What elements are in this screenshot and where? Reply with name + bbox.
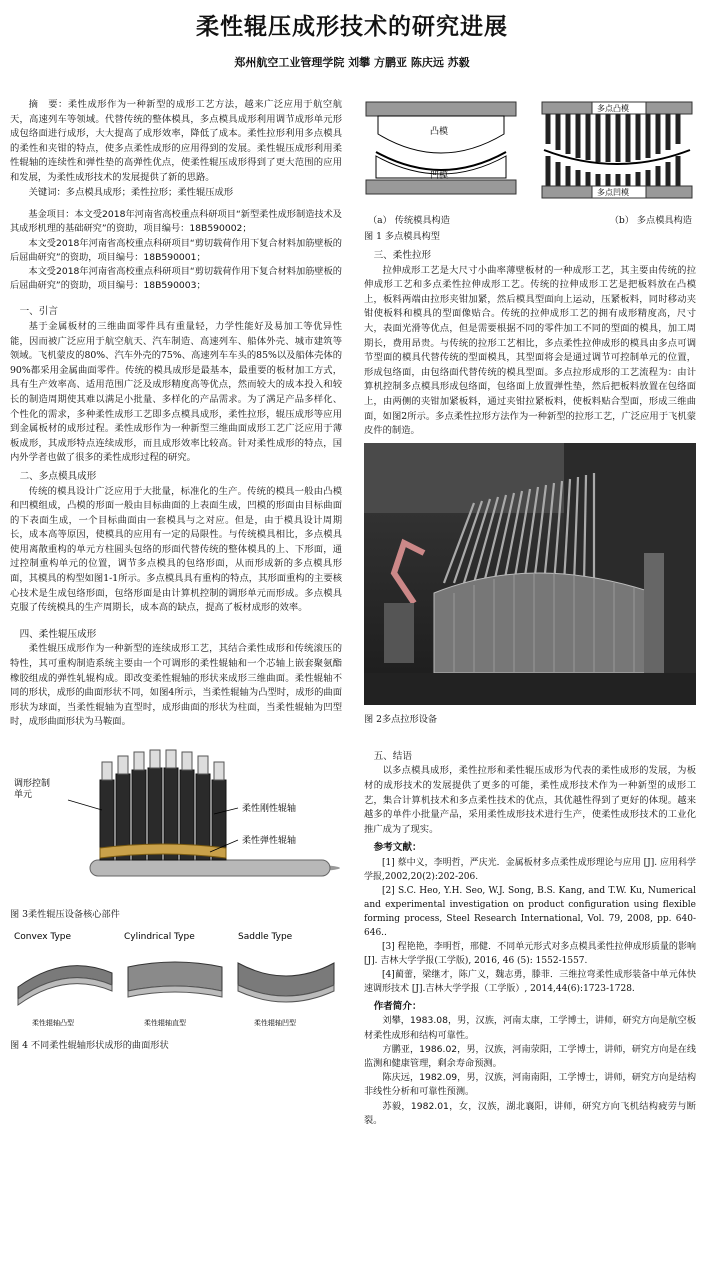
figure-3-caption: 图 3柔性辊压设备核心部件: [10, 909, 120, 920]
author-line: 郑州航空工业管理学院 刘攀 方鹏亚 陈庆远 苏毅: [234, 56, 470, 69]
author-intro-list: [364, 1014, 696, 1128]
figure-4-image: [10, 927, 342, 1031]
figure-1-caption: 图 1 多点模具构型: [364, 231, 440, 242]
figure-3: [10, 740, 342, 921]
funding-1: 基金项目：本文受2018年河南省高校重点科研项目“新型柔性成形制造技术及其成形机理的基础研究”的资助，项目编号：18B590002；: [10, 209, 342, 235]
fig3-label-rigid: 柔性刚性辊轴: [242, 804, 297, 814]
right-column: [364, 98, 696, 1268]
fig4-sub-cylindrical: 柔性辊轴直型: [144, 1019, 186, 1027]
abstract: 摘 要：柔性成形作为一种新型的成形工艺方法，越来广泛应用于航空航天，高速列车等领域。代替传统的整体模具，多点模具成形利用调节成形单元形成包络面进行成形，大大提高了成形效率，降低了成本。柔性拉形利用多点模具的柔性和夹钳的特点，使多点柔性成形的应用得到的发展。柔性辊压成形利用柔性辊轴的连续性和弹性垫的高弹性优点，使柔性辊压成形得到了更大范围的应用和发展，为柔性成形技术的发展提供了新的思路。: [10, 99, 342, 183]
paper-title: 柔性辊压成形技术的研究进展: [196, 14, 508, 40]
figure-3-image: [10, 740, 342, 900]
reference-1: [1] 蔡中义，李明哲，严庆光．金属板材多点柔性成形理论与应用 [J]. 应用科学学报,2002,20(2):202-206.: [364, 857, 696, 882]
sec3-paragraph: 拉伸成形工艺是大尺寸小曲率薄壁板材的一种成形工艺，其主要由传统的拉伸成形工艺和多点柔性拉伸成形工艺。传统的拉伸成形工艺是把板料放在凸模上，板料两端由拉形夹钳加紧，然后模具型面向上运动，压紧板料，同时移动夹钳使板料和模具的型面像贴合。传统的拉伸成形工艺的拥有成形精度高，尺寸大，表面光滑等优点，但是需要根据不同的零件加工不同的型面的模具，加工周期长，费用昂贵。与传统的拉形工艺相比，多点柔性拉伸成形的模具由多点可调节型面的模具代替传统的型面模具，其型面将会是通过调节可控制单元的位置，形成包络面，由包络面代替传统的模具型面。多点拉形成形的工艺流程为：由计算机控制多点模具形成包络面，包络面上放置弹性垫，然后把板料放置在包络面上，由两侧的夹钳加紧板料，通过夹钳拉紧板料，使板料贴合型面，形成三维曲面，如图2所示。多点柔性拉形方法作为一种新型的拉形工艺，广泛应用于飞机蒙皮件的制造。: [364, 264, 696, 437]
reference-3: [3] 程艳艳，李明哲，邢健．不同单元形式对多点模具柔性拉伸成形质量的影响[J]. 吉林大学学报(工学版), 2016, 46 (5): 1552-1557.: [364, 941, 696, 966]
keywords: 关键词：多点模具成形；柔性拉形；柔性辊压成形: [28, 186, 234, 198]
funding-3: 本文受2018年河南省高校重点科研项目“剪切载荷作用下复合材料加筋壁板的后屈曲研究”的资助，项目编号：18B590003；: [10, 265, 342, 292]
reference-2: [2] S.C. Heo, Y.H. Seo, W.J. Song, B.S. Kang, and T.W. Ku, Numerical and experimental investigation on product configuration using flexible forming process, Steel Research International, Vol. 79, 2008, pp. 640-646..: [364, 885, 696, 938]
section-heading-3: 三、柔性拉形: [373, 250, 432, 261]
sec2-paragraph: 传统的模具设计广泛应用于大批量，标准化的生产。传统的模具一般由凸模和凹模组成，凸模的形面一般由目标曲面的上表面生成，凹模的形面由目标曲面的下表面生成，一个目标曲面由一套模具与之对应。但是，由于模具设计周期长，成本高等原因，使模具的应用有一定的局限性。与传统模具相比，多点模具使用离散重构的单元方柱圆头包络的形面代替传统的整体模具的上、下形面，通过控制重构单元的位置，调节多点模具的包络形面，从而形成新的多点模具形面，其模具的构型如图1-1所示。多点模具具有重构的特点，其形面重构的主要核心技术是生成包络形面，包络形面是由计算机控制的调形单元而形成。多点模具克服了传统模具的生产周期长，成本高的缺点，提高了板材成形的效率。: [10, 485, 342, 614]
fig1-punch-label: 凸模: [430, 127, 449, 137]
fig4-sub-convex: 柔性辊轴凸型: [32, 1019, 74, 1027]
figure-2-image: [364, 443, 696, 705]
reference-4: [4]蔺蕾，梁继才，陈广义，魏志勇，滕菲．三维拉弯柔性成形装备中单元体快速调形技术 [J].吉林大学学报（工学版）, 2014,44(6):1723-1728.: [364, 969, 696, 994]
fig1-die-label: 凹模: [430, 171, 449, 181]
fig3-label-elastic: 柔性弹性辊轴: [242, 836, 297, 846]
fig1-subcaption-a: （a） 传统模具构造: [368, 215, 450, 226]
left-column: [10, 98, 342, 1268]
fig4-sub-saddle: 柔性辊轴凹型: [254, 1019, 296, 1027]
author-intro-2: 方鹏亚，1986.02，男，汉族，河南荥阳，工学博士，讲师，研究方向是在线监测和健康管理，剩余寿命预测。: [364, 1043, 696, 1070]
section-heading-2: 二、多点模具成形: [19, 470, 97, 482]
fig4-type-saddle: Saddle Type: [238, 932, 293, 942]
fig1-subcaption-b: （b） 多点模具构造: [609, 215, 692, 226]
sec1-paragraph: 基于金属板材的三维曲面零件具有重量轻，力学性能好及易加工等优异性能，因而被广泛应用于航空航天、汽车制造、高速列车、船体外壳、城市建筑等领域。飞机蒙皮的80%、汽车外壳的75%、高速列车车头的85%以及船体壳体的90%都采用金属曲面零件。传统的模具成形是最基本，最重要的板材加工方式，具有生产效率高、适用范围广泛及成形精度高等优点，然而较大的成本投入和较长的制造周期使其难以满足小批量、多样化的产品需求。为了满足产品多样化、个性化的需求，多种柔性成形工艺即多点模具成形，柔性拉形，辊压成形等应用到金属板材的成形过程。柔性成形作为一种新型三维曲面成形工艺广泛应用于薄板成形，其成形特点连续成形，而且成形效率比较高。针对柔性成形的特点，国内外学者也做了很多的柔性成形过程的研究。: [10, 320, 342, 464]
section-heading-4: 四、柔性辊压成形: [19, 628, 97, 640]
figure-4-caption: 图 4 不同柔性辊轴形状成形的曲面形状: [10, 1040, 169, 1051]
figure-4: [10, 927, 342, 1052]
author-intro-3: 陈庆远，1982.09，男，汉族，河南南阳，工学博士，讲师，研究方向是结构非线性分析和可靠性预测。: [364, 1072, 696, 1098]
figure-2-caption: 图 2多点拉形设备: [364, 713, 438, 725]
funding-2: 本文受2018年河南省高校重点科研项目“剪切载荷作用下复合材料加筋壁板的后屈曲研究”的资助，项目编号：18B590001；: [10, 237, 342, 263]
figure-1: [364, 98, 696, 243]
fig1-mp-upper-label: 多点凸模: [597, 104, 629, 113]
author-intro-1: 刘攀，1983.08，男，汉族，河南太康，工学博士，讲师，研究方向是航空板材柔性成形和结构可靠性。: [364, 1015, 696, 1041]
section-heading-1: 一、引言: [19, 306, 58, 318]
funding-notes: [10, 208, 342, 293]
section-heading-5: 五、结语: [373, 750, 412, 762]
fig4-type-cylindrical: Cylindrical Type: [124, 932, 195, 942]
sec4-paragraph: 柔性辊压成形作为一种新型的连续成形工艺，其结合柔性成形和传统滚压的特性，其可重构制造系统主要由一个可调形的柔性辊轴和一个芯轴上嵌套聚氨酯橡胶组成的弹性轧辊构成。即改变柔性辊轴的形状来成形三维曲面。柔性辊轴不同的形状，成形的曲面形状不同，如图4所示，当柔性辊轴为凸型时，成形的曲面形状为球面，当柔性辊轴为直型时，成形曲面的形状为柱面，当柔性辊轴为凹型时，成形曲面形状为马鞍面。: [10, 643, 342, 728]
figure-1-image: [364, 98, 696, 208]
fig3-label-unit: 调形控制单元: [14, 779, 51, 800]
author-intro-heading: 作者简介：: [373, 1000, 422, 1012]
figure-1-subcaptions: [364, 212, 696, 226]
author-intro-4: 苏毅，1982.01，女，汉族，湖北襄阳，讲师，研究方向飞机结构疲劳与断裂。: [364, 1100, 696, 1126]
fig1-mp-lower-label: 多点凹模: [597, 188, 629, 197]
sec5-paragraph: 以多点模具成形，柔性拉形和柔性辊压成形为代表的柔性成形的发展，为板材的成形技术的发展提供了更多的可能，柔性成形技术作为一种新型的成形工艺，集合计算机技术和多点柔性技术的优点，其优越性得到了更好的体现。越来越多的单件小批量产品，采用柔性成形技术进行生产，使柔性成形技术的工业化推广成为了现实。: [364, 765, 696, 835]
references-heading: 参考文献：: [373, 842, 422, 854]
fig4-type-convex: Convex Type: [14, 932, 72, 942]
figure-2: [364, 443, 696, 726]
